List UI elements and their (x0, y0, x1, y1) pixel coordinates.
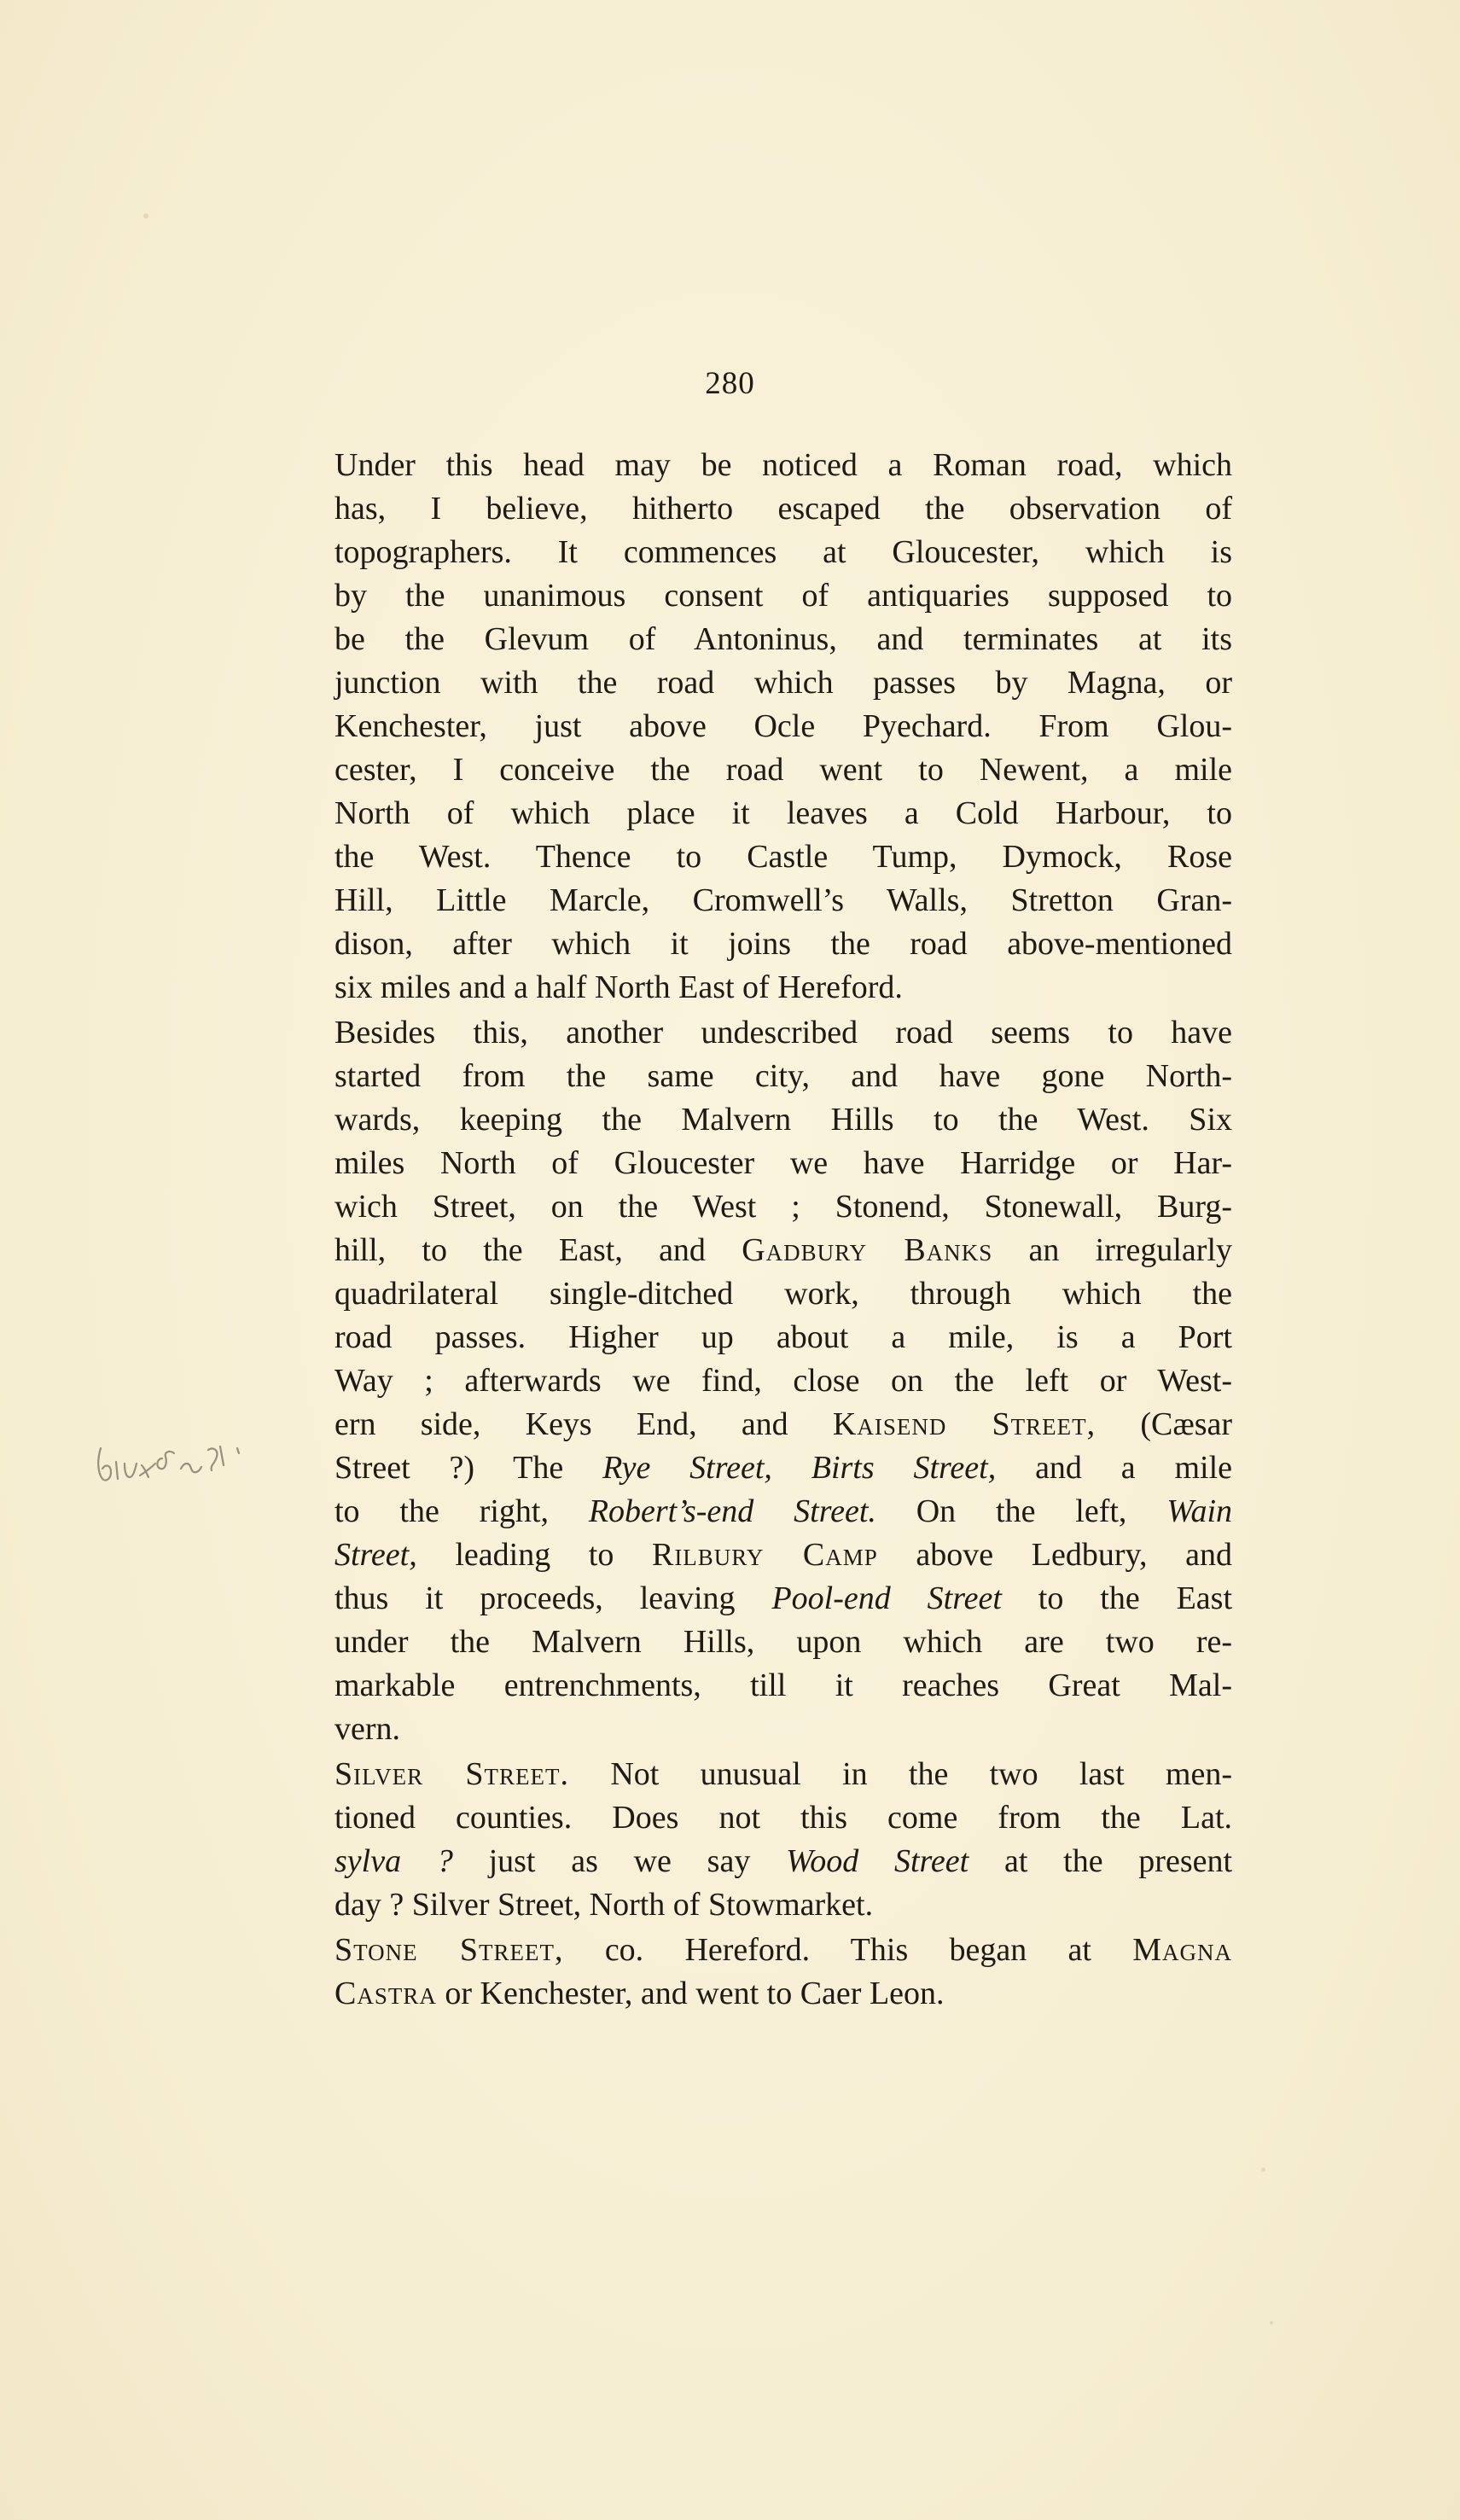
latin-word-italic: sylva ? (334, 1843, 453, 1879)
text-line: Besides this, another undescribed road seems to have (334, 1015, 1232, 1050)
paragraph-undescribed-road (334, 1011, 1232, 1751)
text-line: tioned counties. Does not this come from the Lat. (334, 1800, 1232, 1836)
handwritten-scribble-graphic (94, 1412, 341, 1498)
place-name-smallcaps: Kaisend Street, (832, 1406, 1096, 1442)
place-name-italic: Pool-end Street (771, 1580, 1002, 1616)
text-run: thus it proceeds, leaving (334, 1580, 736, 1616)
text-line (334, 1577, 1233, 1621)
place-name-smallcaps: Rilbury Camp (651, 1537, 878, 1573)
paragraph-stone-street (334, 1929, 1232, 2016)
text-run: hill, to the East, and (334, 1232, 706, 1268)
text-run: to the right, (334, 1493, 549, 1529)
place-name-italic: Robert’s-end Street. (588, 1493, 876, 1529)
place-name-italic: Wain (1166, 1493, 1233, 1529)
paper-speck (143, 213, 148, 218)
text-line (334, 1403, 1232, 1446)
text-line: road passes. Higher up about a mile, is a Port (334, 1319, 1232, 1355)
entry-heading-smallcaps: Silver Street. (334, 1756, 570, 1792)
text-line: started from the same city, and have gone North- (334, 1058, 1232, 1094)
text-line: be the Glevum of Antoninus, and terminates at its (334, 621, 1232, 657)
place-name-italic: Birts Street, (811, 1450, 997, 1486)
text-run: On the left, (916, 1493, 1127, 1529)
place-name-italic: Rye Street, (602, 1450, 772, 1486)
text-line: quadrilateral single-ditched work, through which the (334, 1276, 1232, 1312)
text-line: Way ; afterwards we find, close on the left or West- (334, 1363, 1232, 1399)
handwritten-marginal-note (94, 1412, 341, 1498)
text-line: cester, I conceive the road went to Newent, a mile (334, 752, 1232, 788)
place-name-italic: Street, (334, 1537, 417, 1573)
text-line (334, 1840, 1233, 1883)
text-run: to the East (1038, 1580, 1233, 1616)
paper-speck (1270, 2321, 1273, 2325)
text-line: North of which place it leaves a Cold Harbour, to (334, 795, 1232, 831)
text-line: wich Street, on the West ; Stonend, Stonewall, Burg- (334, 1189, 1232, 1225)
text-line (334, 1446, 1233, 1490)
text-line: Hill, Little Marcle, Cromwell’s Walls, Stretton Gran- (334, 882, 1232, 918)
text-line: six miles and a half North East of Hereford. (334, 969, 903, 1005)
text-run: or Kenchester, and went to Caer Leon. (445, 1976, 945, 2011)
text-line: the West. Thence to Castle Tump, Dymock, Rose (334, 839, 1232, 875)
text-run: and a mile (1035, 1450, 1233, 1486)
text-line (334, 1229, 1232, 1272)
page-number: 280 (705, 366, 755, 401)
text-line: under the Malvern Hills, upon which are two re- (334, 1624, 1232, 1660)
text-line: markable entrenchments, till it reaches Great Mal- (334, 1667, 1232, 1703)
text-run: an irregularly (1028, 1232, 1232, 1268)
place-name-italic: Wood Street (786, 1843, 969, 1879)
text-line: vern. (334, 1711, 401, 1747)
entry-heading-smallcaps: Stone Street, (334, 1932, 564, 1968)
text-run: Not unusual in the two last men- (610, 1756, 1232, 1792)
text-line: Kenchester, just above Ocle Pyechard. From Glou- (334, 708, 1232, 744)
text-line: Under this head may be noticed a Roman road, which (334, 447, 1232, 483)
text-run: (Cæsar (1140, 1406, 1232, 1442)
text-run: at the present (1003, 1843, 1233, 1879)
place-name-smallcaps: Castra (334, 1976, 437, 2011)
text-line: wards, keeping the Malvern Hills to the West. Six (334, 1102, 1232, 1138)
paper-speck (1261, 2168, 1265, 2172)
text-line: dison, after which it joins the road above-mentioned (334, 926, 1232, 962)
text-line (334, 1753, 1232, 1796)
text-run: above Ledbury, and (916, 1537, 1232, 1573)
text-run: Street ?) The (334, 1450, 564, 1486)
paragraph-roman-road (334, 444, 1232, 1010)
text-line: topographers. It commences at Gloucester, which is (334, 534, 1232, 570)
text-line: day ? Silver Street, North of Stowmarket. (334, 1887, 874, 1923)
place-name-smallcaps: Gadbury Banks (742, 1232, 993, 1268)
text-run: leading to (455, 1537, 614, 1573)
place-name-smallcaps: Magna (1132, 1932, 1233, 1968)
text-run: just as we say (488, 1843, 751, 1879)
text-line: junction with the road which passes by Magna, or (334, 665, 1232, 701)
text-line: miles North of Gloucester we have Harridge or Har- (334, 1145, 1232, 1181)
text-line: has, I believe, hitherto escaped the observation of (334, 491, 1232, 527)
text-run: co. Hereford. This began at (604, 1932, 1091, 1968)
text-line (334, 1929, 1233, 1972)
text-line (334, 1534, 1232, 1577)
body-text (334, 444, 1232, 2016)
text-line (334, 1972, 1232, 2016)
text-run: ern side, Keys End, and (334, 1406, 788, 1442)
text-line: by the unanimous consent of antiquaries supposed to (334, 578, 1232, 614)
text-line (334, 1490, 1233, 1534)
paragraph-silver-street (334, 1753, 1232, 1927)
